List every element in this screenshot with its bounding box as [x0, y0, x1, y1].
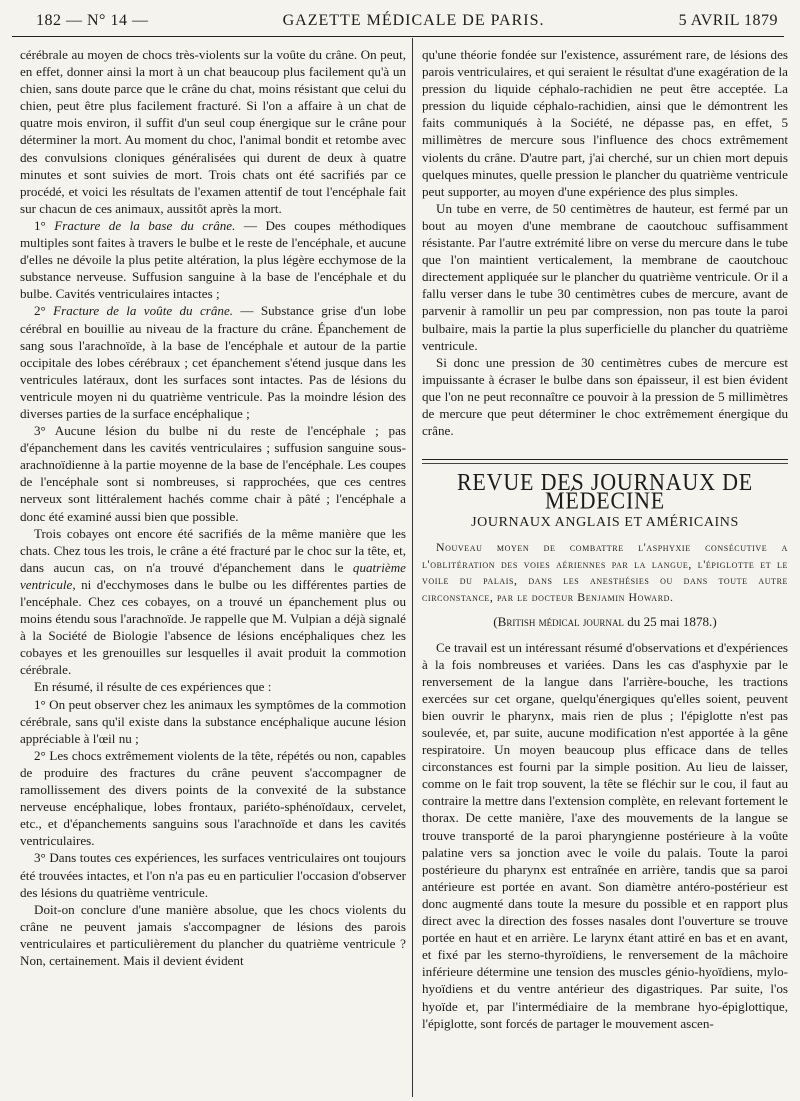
- paragraph: 2° Les chocs extrêmement violents de la tête, répétés ou non, capables de produire des fractures du crâne peuvent s'accompagner de ramollissement des divers points de la convexité de la substance nerveuse encéphalique, lobes frontaux, pariéto-sphénoïdaux, cervelet, etc., et d'épanchements sanguins sous l'arachnoïde et dans les cavités ventriculaires.: [20, 747, 406, 849]
- paragraph: Trois cobayes ont encore été sacrifiés de la même manière que les chats. Chez tous les trois, le crâne a été fracturé par le choc sur la tête, et, dans aucun cas, on n'a trouvé d'épanchement dans le quatrième ventricule, ni d'ecchymoses dans le bulbe ou les différentes parties de l'encéphale. Chez ces cobayes, on a trouvé un épanchement plus ou moins étendu sous l'arachnoïde. Je rappelle que M. Vulpian a déjà signalé à la Société de Biologie l'absence de lésions encéphaliques chez les cobayes et les grenouilles sur lesquelles il avait produit la commotion cérébrale.: [20, 525, 406, 678]
- header-rule: [12, 36, 784, 37]
- article-title: Nouveau moyen de combattre l'asphyxie consécutive a l'oblitération des voies aériennes par la langue, l'épiglotte et le voile du palais, dans les anesthésies ou dans toute autre circonstance, par le docteur Benjamin Howard.: [422, 540, 788, 604]
- paragraph: En résumé, il résulte de ces expériences que :: [34, 679, 272, 695]
- paragraph: 1° Fracture de la base du crâne. — Des coupes méthodiques multiples sont faites à travers le bulbe et le reste de l'encéphale, et aucune d'elles ne dévoile la plus petite altération, la plus légère ecchymose de la substance nerveuse. Suffusion sanguine à la base de l'encéphale et du bulbe. Cavités ventriculaires intactes ;: [20, 217, 407, 302]
- paragraph: Doit-on conclure d'une manière absolue, que les chocs violents du crâne ne peuvent jamais s'accompagner de lésions des parois ventriculaires et particulièrement du plancher du quatrième ventricule ? Non, certainement. Mais il devient évident: [20, 901, 406, 968]
- right-column: [422, 46, 788, 1032]
- left-column: [20, 46, 406, 969]
- section-subtitle: JOURNAUX ANGLAIS ET AMÉRICAINS: [471, 515, 739, 531]
- section-title: REVUE DES JOURNAUX DE MÉDECINE: [456, 468, 754, 515]
- paragraph: Ce travail est un intéressant résumé d'observations et d'expériences à la fois nombreuses et variées. Dans les cas d'asphyxie par le renversement de la langue dans l'arrière-bouche, les tractions exercées sur cet organe, quelqu'énergiques qu'elles soient, peuvent bien ouvrir le pharynx, mais rien de plus ; l'épiglotte n'est pas soulevée, et, par suite, aucune modification n'est apportée à la gêne respiratoire. Un moyen beaucoup plus efficace dans de telles circonstances est fourni par la simple position. Au lieu de laisser, comme on le fait trop souvent, la tête se fléchir sur le cou, il faut au contraire la mettre dans l'extension complète, en relevant fortement le thorax. De cette manière, l'axe des mouvements de la langue se trouve transporté de la paroi pharyngienne postérieure à la voûte palatine vers sa jonction avec le voile du palais. Toute la paroi postérieure du pharynx est entraînée en arrière, tandis que sa paroi antérieure est portée en avant. Son diamètre antéro-postérieur est donc augmenté dans toute la mesure du possible et en rapport plus direct avec la direction des fosses nasales dont l'ouverture se trouve portée en haut et en arrière. Le larynx étant attiré en bas et en avant, et fixé par les sterno-thyroïdiens, le renversement de la mâchoire inférieure détermine une tension des muscles génio-hyoïdiens, mylo-hyoïdiens et du ventre antérieur des digastriques. Par suite, l'os hyoïde et, par l'intermédiaire de la membrane hyo-épiglottique, l'épiglotte, sont forcés de partager le mouvement ascen-: [422, 639, 788, 1031]
- paragraph: 3° Aucune lésion du bulbe ni du reste de l'encéphale ; pas d'épanchement dans les cavités ventriculaires ; suffusion sanguine sous-arachnoïdienne à la partie moyenne de la base de l'encéphale. Les coupes de l'encéphale sont si nombreuses, si rapprochées, que ces centres nerveux sont littéralement hachés comme chair à pâté ; l'encéphale a donc été examiné aussi bien que possible.: [20, 423, 406, 524]
- paragraph: cérébrale au moyen de chocs très-violents sur la voûte du crâne. On peut, en effet, donner ainsi la mort à un chat beaucoup plus facilement qu'à un chien, sans doute parce que le crâne du chat, moins résistant que celui du chien, peut être plus facilement fracturé. Si l'on a affaire à un chat de quatre mois environ, il suffit d'un seul coup énergique sur le crâne pour déterminer la mort. Au moment du choc, l'animal bondit et retombe avec des convulsions cloniques généralisées qui durent de deux à quatre minutes et sont suivies de mort. Trois chats ont été sacrifiés par ce procédé, et voici les résultats de l'examen attentif de tout l'encéphale fait sur chacun de ces animaux, aussitôt après la mort.: [20, 47, 406, 216]
- paragraph: 1° On peut observer chez les animaux les symptômes de la commotion cérébrale, sans qu'il existe dans la substance encéphalique aucune lésion appréciable à l'œil nu ;: [20, 696, 406, 746]
- page-number: 182 — N° 14 —: [36, 12, 149, 29]
- paragraph: Si donc une pression de 30 centimètres cubes de mercure est impuissante à écraser le bulbe dans son épaisseur, il est bien évident que l'on ne peut reconnaître ce pouvoir à la pression de 5 millimètres de mercure que peut déterminer le choc extrêmement énergique du crâne.: [422, 354, 788, 439]
- journal-title: GAZETTE MÉDICALE DE PARIS.: [282, 12, 545, 29]
- paragraph: 3° Dans toutes ces expériences, les surfaces ventriculaires ont toujours été trouvées intactes, et l'on n'a pas eu en particulier l'occasion d'observer des lésions du quatrième ventricule.: [20, 850, 406, 900]
- section-rule-top: [422, 459, 788, 460]
- issue-date: 5 AVRIL 1879: [678, 12, 778, 29]
- column-separator: [412, 38, 413, 1097]
- page-header: [36, 8, 778, 34]
- subheading: Fracture de la base du crâne.: [54, 217, 236, 233]
- paragraph: qu'une théorie fondée sur l'existence, assurément rare, de lésions des parois ventriculaires, et qui seraient le résultat d'une exagération de la pression du liquide céphalo-rachidien ne peut être acceptée. La pression du liquide céphalo-rachidien, ainsi que le démontrent les faits communiqués à la Société, ne dépasse pas, en effet, 5 millimètres de mercure sous l'influence des chocs extrêmement violents du crâne. D'autre part, j'ai cherché, sur un chien mort depuis quelques minutes, quelle pression le plancher du quatrième ventricule peut supporter, au moyen d'une expérience des plus simples.: [422, 47, 788, 199]
- paragraph: 2° Fracture de la voûte du crâne. — Substance grise d'un lobe cérébral en bouillie au niveau de la fracture du crâne. Épanchement de sang sous l'arachnoïde, à la base de l'encéphale et autour de la partie occipitale des lobes cérébraux ; cet épanchement s'étend jusque dans les ventricules latéraux, dont les surfaces sont intactes. Pas de lésions du ventricule moyen ni du quatrième ventricule. Pas la moindre lésion des diverses parties de la surface encéphalique ;: [20, 303, 406, 421]
- paragraph: Un tube en verre, de 50 centimètres de hauteur, est fermé par un bout au moyen d'une membrane de caoutchouc suffisamment résistante. Par l'autre extrémité libre on verse du mercure dans le tube que l'on maintient verticalement, la membrane de caoutchouc directement appliquée sur le plancher du quatrième ventricule. Or il a fallu verser dans le tube 30 centimètres cubes de mercure, avant de parvenir à ramollir un peu par compression, non pas toute la paroi bulbaire, mais la partie la plus superficielle du plancher du quatrième ventricule.: [422, 200, 788, 353]
- subheading: Fracture de la voûte du crâne.: [53, 303, 234, 319]
- section-rule-bottom: [422, 463, 788, 464]
- article-source: (British médical journal du 25 mai 1878.): [493, 614, 717, 630]
